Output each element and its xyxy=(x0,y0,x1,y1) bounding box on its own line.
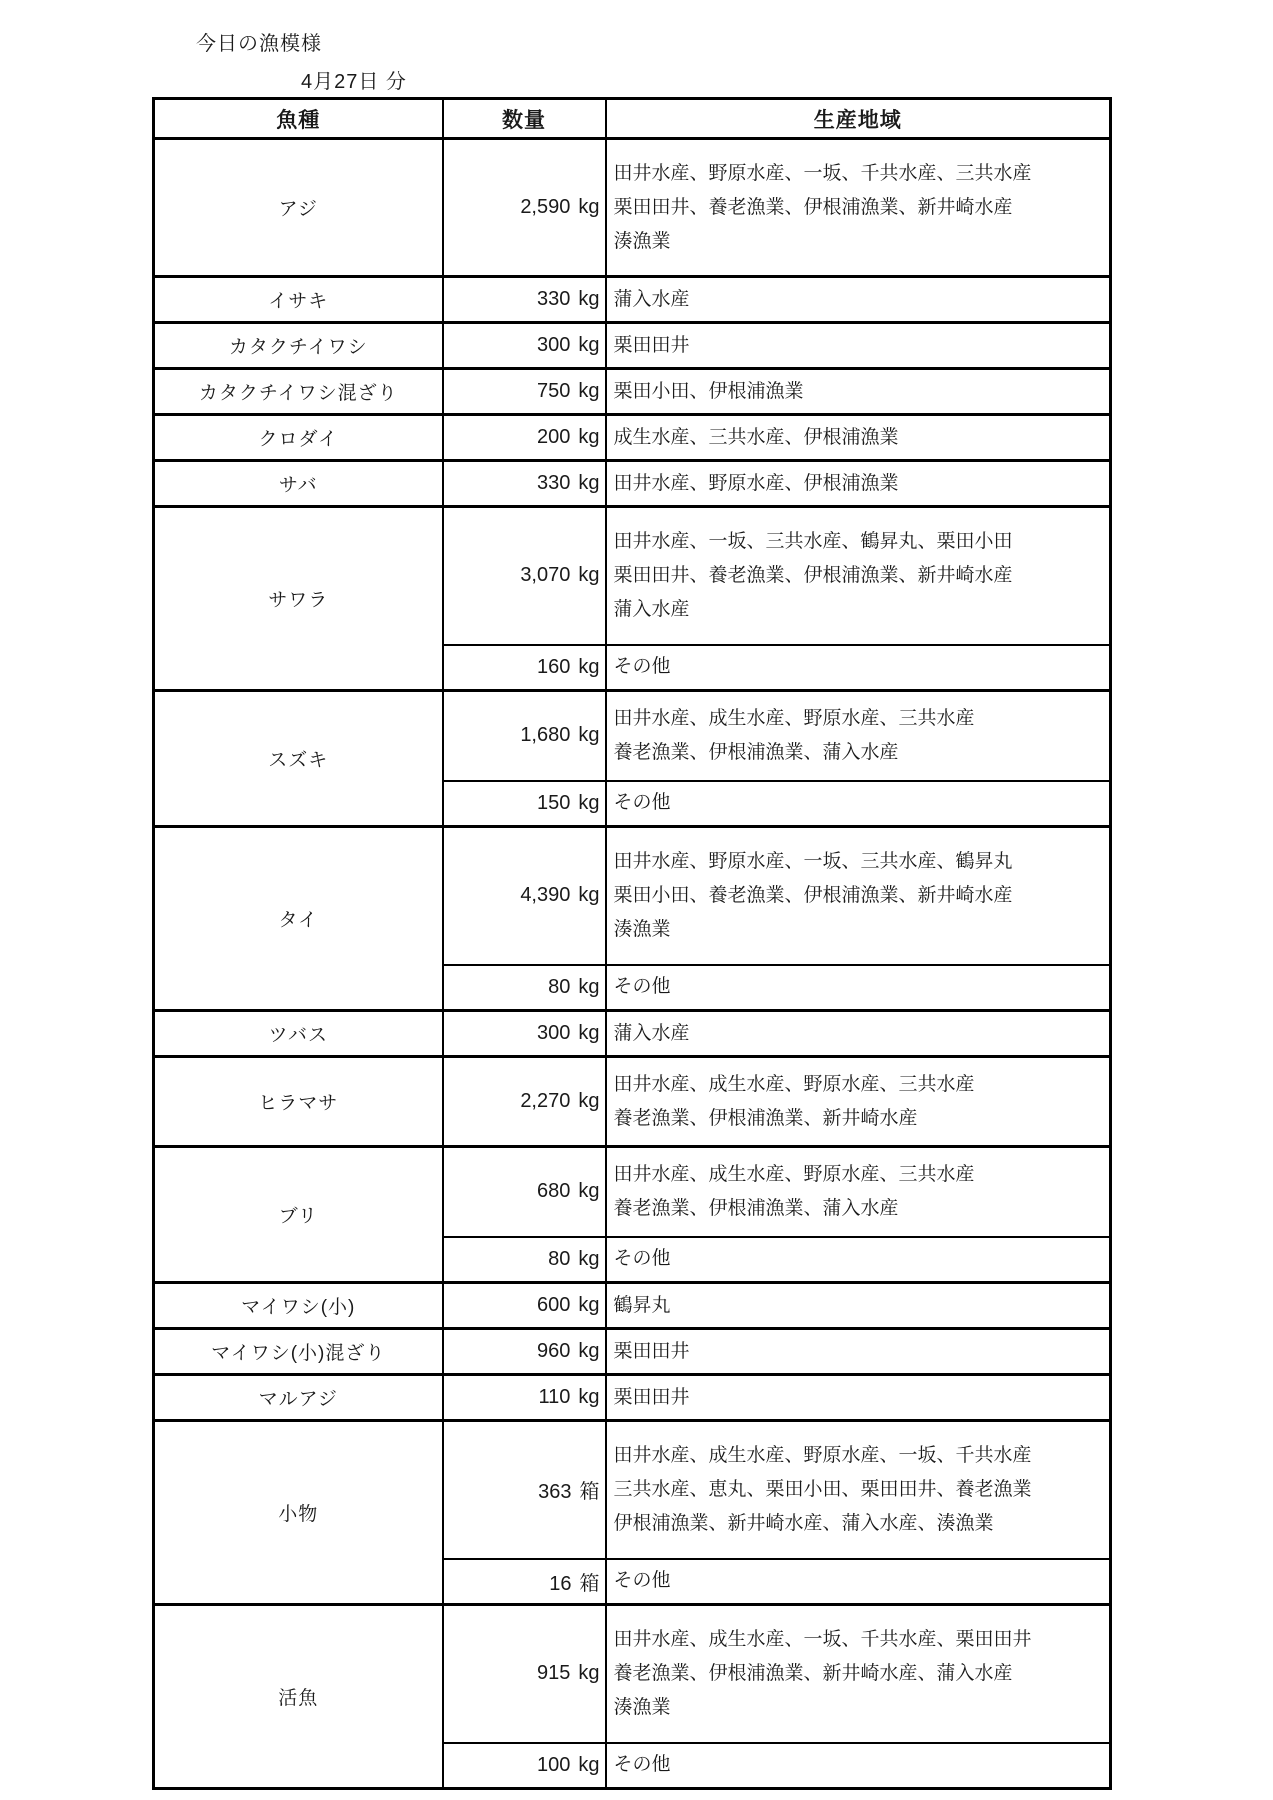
producer-line: 湊漁業 xyxy=(613,230,671,252)
producers-cell xyxy=(606,965,1111,1011)
quantity-cell xyxy=(443,827,606,965)
producer-line: 栗田田井、養老漁業、伊根浦漁業、新井崎水産 xyxy=(613,564,1013,586)
quantity-value: 363 xyxy=(538,1481,572,1504)
quantity-value: 960 xyxy=(537,1340,571,1362)
producers-cell xyxy=(606,323,1111,369)
producers-cell xyxy=(606,1329,1111,1375)
producers-cell xyxy=(606,277,1111,323)
quantity-value: 680 xyxy=(537,1180,571,1203)
quantity-value: 110 xyxy=(538,1386,571,1408)
quantity-cell xyxy=(443,323,606,369)
quantity-unit: kg xyxy=(578,1180,600,1203)
quantity-value: 330 xyxy=(537,288,571,310)
species-cell: 活魚 xyxy=(154,1605,443,1789)
producers-cell xyxy=(606,1605,1111,1743)
producer-line: 栗田田井 xyxy=(613,1386,690,1408)
quantity-value: 200 xyxy=(537,426,571,448)
quantity-cell xyxy=(443,1559,606,1605)
producers-cell xyxy=(606,1011,1111,1057)
producers-cell xyxy=(606,1237,1111,1283)
quantity-value: 915 xyxy=(537,1662,571,1685)
species-cell: ヒラマサ xyxy=(154,1057,443,1147)
table-row xyxy=(154,1147,1111,1237)
producers-cell xyxy=(606,1147,1111,1237)
table-row xyxy=(154,507,1111,645)
producer-line: 田井水産、一坂、三共水産、鶴昇丸、栗田小田 xyxy=(613,530,1013,552)
producers-cell xyxy=(606,781,1111,827)
table-row xyxy=(154,1605,1111,1743)
quantity-value: 1,680 xyxy=(520,724,571,747)
producer-line: 栗田小田、伊根浦漁業 xyxy=(613,380,804,402)
header-producers: 生産地域 xyxy=(606,99,1111,139)
species-cell: カタクチイワシ混ざり xyxy=(154,369,443,415)
table-row xyxy=(154,415,1111,461)
producer-line: 田井水産、野原水産、伊根浦漁業 xyxy=(613,472,899,494)
producers-cell xyxy=(606,645,1111,691)
producer-line: その他 xyxy=(613,656,671,678)
species-cell: ツバス xyxy=(154,1011,443,1057)
producers-cell xyxy=(606,1375,1111,1421)
species-cell: ブリ xyxy=(154,1147,443,1283)
producers-cell xyxy=(606,1559,1111,1605)
quantity-cell xyxy=(443,461,606,507)
producers-cell xyxy=(606,369,1111,415)
quantity-unit: kg xyxy=(578,426,600,448)
quantity-cell xyxy=(443,1147,606,1237)
producer-line: 成生水産、三共水産、伊根浦漁業 xyxy=(613,426,899,448)
quantity-value: 80 xyxy=(548,1247,571,1270)
species-cell: サバ xyxy=(154,461,443,507)
quantity-cell xyxy=(443,277,606,323)
producer-line: その他 xyxy=(613,1570,671,1592)
quantity-cell xyxy=(443,781,606,827)
producer-line: 田井水産、成生水産、野原水産、三共水産 xyxy=(613,1163,975,1185)
producer-line: 田井水産、成生水産、一坂、千共水産、栗田田井 xyxy=(613,1628,1032,1650)
quantity-unit: kg xyxy=(578,334,600,356)
quantity-unit: kg xyxy=(578,564,600,587)
producer-line: 蒲入水産 xyxy=(613,598,690,620)
quantity-value: 100 xyxy=(537,1753,571,1776)
producer-line: 湊漁業 xyxy=(613,918,671,940)
table-row xyxy=(154,691,1111,781)
quantity-unit: kg xyxy=(578,380,600,402)
producer-line: 養老漁業、伊根浦漁業、蒲入水産 xyxy=(613,741,899,763)
quantity-cell xyxy=(443,1057,606,1147)
table-row xyxy=(154,1375,1111,1421)
quantity-unit: 箱 xyxy=(579,1481,600,1504)
producer-line: その他 xyxy=(613,976,671,998)
quantity-unit: kg xyxy=(578,472,600,494)
producer-line: 田井水産、成生水産、野原水産、一坂、千共水産 xyxy=(613,1444,1032,1466)
table-row xyxy=(154,277,1111,323)
quantity-unit: kg xyxy=(578,1386,600,1408)
quantity-unit: kg xyxy=(578,196,600,218)
quantity-unit: kg xyxy=(578,1090,600,1112)
quantity-unit: kg xyxy=(578,1662,600,1685)
producer-line: その他 xyxy=(613,792,671,814)
table-row xyxy=(154,461,1111,507)
table-header-row xyxy=(154,99,1111,139)
producer-line: 栗田田井 xyxy=(613,1340,690,1362)
quantity-value: 16 xyxy=(549,1572,572,1595)
species-cell: イサキ xyxy=(154,277,443,323)
quantity-cell xyxy=(443,1283,606,1329)
producer-line: 蒲入水産 xyxy=(613,1022,690,1044)
table-row xyxy=(154,1011,1111,1057)
quantity-unit: kg xyxy=(578,288,600,310)
page-date: 4月27日 分 xyxy=(301,71,407,93)
producer-line: 湊漁業 xyxy=(613,1696,671,1718)
quantity-value: 300 xyxy=(537,1022,571,1044)
quantity-value: 300 xyxy=(537,334,571,356)
producer-line: 栗田田井 xyxy=(613,334,690,356)
quantity-cell xyxy=(443,139,606,277)
quantity-unit: kg xyxy=(578,724,600,747)
quantity-value: 160 xyxy=(537,655,571,678)
quantity-value: 750 xyxy=(537,380,571,402)
producer-line: 三共水産、恵丸、栗田小田、栗田田井、養老漁業 xyxy=(613,1478,1032,1500)
catch-table-body xyxy=(154,139,1111,1789)
producer-line: 栗田田井、養老漁業、伊根浦漁業、新井崎水産 xyxy=(613,196,1013,218)
table-row xyxy=(154,369,1111,415)
table-row xyxy=(154,323,1111,369)
quantity-unit: kg xyxy=(578,791,600,814)
table-row xyxy=(154,1057,1111,1147)
quantity-value: 3,070 xyxy=(520,564,571,587)
table-row xyxy=(154,1283,1111,1329)
producer-line: 養老漁業、伊根浦漁業、新井崎水産、蒲入水産 xyxy=(613,1662,1013,1684)
quantity-unit: kg xyxy=(578,1022,600,1044)
quantity-unit: 箱 xyxy=(579,1572,600,1595)
quantity-value: 2,590 xyxy=(520,196,571,218)
quantity-unit: kg xyxy=(578,1294,600,1316)
header-quantity: 数量 xyxy=(443,99,606,139)
producer-line: 鶴昇丸 xyxy=(613,1294,671,1316)
producers-cell xyxy=(606,415,1111,461)
table-row xyxy=(154,139,1111,277)
quantity-cell xyxy=(443,691,606,781)
species-cell: マイワシ(小) xyxy=(154,1283,443,1329)
producers-cell xyxy=(606,1421,1111,1559)
producers-cell xyxy=(606,507,1111,645)
species-cell: マルアジ xyxy=(154,1375,443,1421)
producer-line: その他 xyxy=(613,1754,671,1776)
quantity-cell xyxy=(443,1743,606,1789)
quantity-cell xyxy=(443,1237,606,1283)
producers-cell xyxy=(606,827,1111,965)
producer-line: 田井水産、野原水産、一坂、三共水産、鶴昇丸 xyxy=(613,850,1013,872)
quantity-unit: kg xyxy=(578,884,600,907)
producers-cell xyxy=(606,691,1111,781)
producers-cell xyxy=(606,139,1111,277)
species-cell: 小物 xyxy=(154,1421,443,1605)
table-row xyxy=(154,1421,1111,1559)
producers-cell xyxy=(606,1283,1111,1329)
species-cell: マイワシ(小)混ざり xyxy=(154,1329,443,1375)
quantity-cell xyxy=(443,1605,606,1743)
species-cell: クロダイ xyxy=(154,415,443,461)
catch-table xyxy=(152,97,1112,1790)
producer-line: 養老漁業、伊根浦漁業、新井崎水産 xyxy=(613,1107,918,1129)
quantity-cell xyxy=(443,645,606,691)
quantity-value: 4,390 xyxy=(520,884,571,907)
quantity-unit: kg xyxy=(578,1340,600,1362)
producer-line: 養老漁業、伊根浦漁業、蒲入水産 xyxy=(613,1197,899,1219)
producers-cell xyxy=(606,1057,1111,1147)
producer-line: 蒲入水産 xyxy=(613,288,690,310)
quantity-cell xyxy=(443,1011,606,1057)
quantity-value: 330 xyxy=(537,472,571,494)
species-cell: アジ xyxy=(154,139,443,277)
quantity-value: 80 xyxy=(548,975,571,998)
producer-line: その他 xyxy=(613,1248,671,1270)
species-cell: サワラ xyxy=(154,507,443,691)
quantity-value: 150 xyxy=(537,791,571,814)
quantity-unit: kg xyxy=(578,655,600,678)
quantity-unit: kg xyxy=(578,975,600,998)
species-cell: スズキ xyxy=(154,691,443,827)
table-row xyxy=(154,1329,1111,1375)
header-species: 魚種 xyxy=(154,99,443,139)
quantity-cell xyxy=(443,369,606,415)
producer-line: 田井水産、野原水産、一坂、千共水産、三共水産 xyxy=(613,162,1032,184)
species-cell: カタクチイワシ xyxy=(154,323,443,369)
producers-cell xyxy=(606,461,1111,507)
species-cell: タイ xyxy=(154,827,443,1011)
producer-line: 田井水産、成生水産、野原水産、三共水産 xyxy=(613,707,975,729)
quantity-cell xyxy=(443,1329,606,1375)
quantity-cell xyxy=(443,1421,606,1559)
quantity-unit: kg xyxy=(578,1753,600,1776)
producer-line: 伊根浦漁業、新井崎水産、蒲入水産、湊漁業 xyxy=(613,1512,994,1534)
quantity-value: 600 xyxy=(537,1294,571,1316)
quantity-unit: kg xyxy=(578,1247,600,1270)
quantity-cell xyxy=(443,1375,606,1421)
quantity-cell xyxy=(443,507,606,645)
producer-line: 栗田小田、養老漁業、伊根浦漁業、新井崎水産 xyxy=(613,884,1013,906)
table-row xyxy=(154,827,1111,965)
producer-line: 田井水産、成生水産、野原水産、三共水産 xyxy=(613,1073,975,1095)
quantity-cell xyxy=(443,415,606,461)
quantity-value: 2,270 xyxy=(520,1090,571,1112)
quantity-cell xyxy=(443,965,606,1011)
page-title: 今日の漁模様 xyxy=(196,33,322,55)
producers-cell xyxy=(606,1743,1111,1789)
